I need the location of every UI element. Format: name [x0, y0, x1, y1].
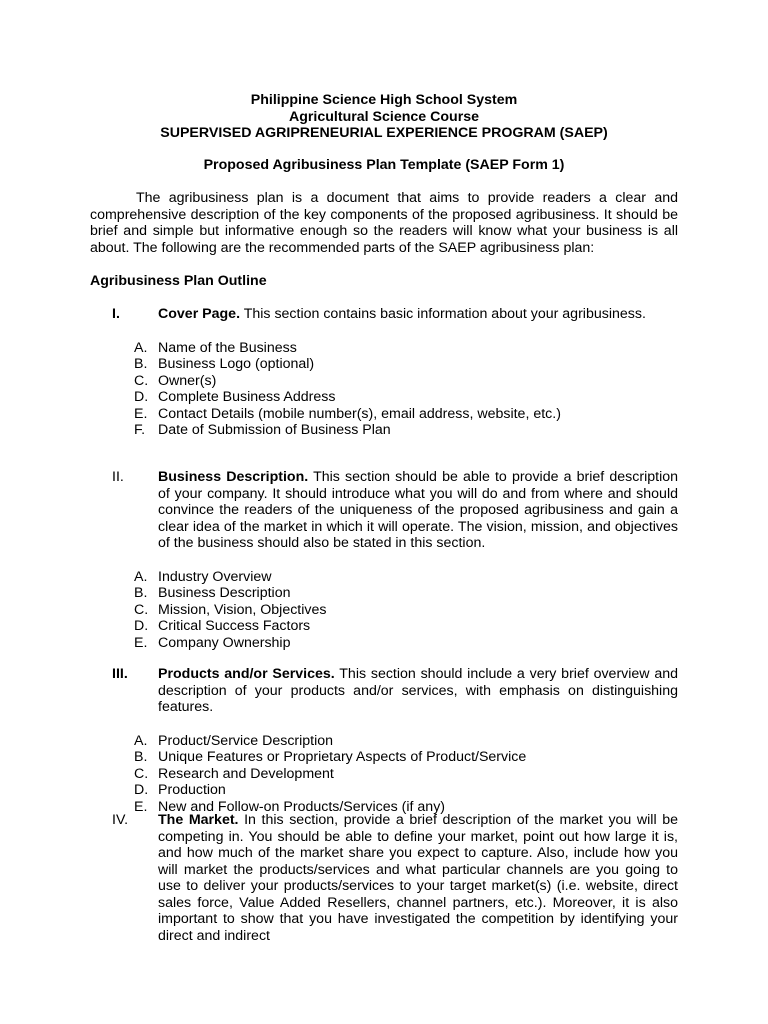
section-body — [158, 666, 678, 716]
section-title: Cover Page. — [158, 306, 241, 322]
section-description: This section should be able to provide a brief description of your company. It should introduce what you will do and from where and should convince the readers of the uniqueness of the proposed agribusiness and gain a clear idea of the market in which it will operate. The vision, mission, and objectives of the business should also be stated in this section. — [158, 469, 678, 551]
section-the-market — [90, 812, 678, 944]
list-item: E. New and Follow-on Products/Services (if any) — [134, 798, 446, 815]
list-item: A. Name of the Business — [134, 339, 297, 356]
section-title: Products and/or Services. — [158, 666, 335, 682]
section-description: This section contains basic information about your agribusiness. — [240, 306, 646, 322]
section-items — [90, 569, 678, 652]
list-item: D. Critical Success Factors — [134, 618, 311, 634]
list-item: D. Production — [134, 782, 226, 798]
section-body — [158, 306, 678, 323]
section-number: II. — [112, 469, 124, 485]
list-item: B. Business Logo (optional) — [134, 356, 315, 372]
document-header — [0, 92, 768, 142]
list-item: D. Complete Business Address — [134, 389, 336, 405]
list-item: C. Mission, Vision, Objectives — [134, 601, 327, 618]
section-title: Business Description. — [158, 469, 309, 485]
document-subtitle: Proposed Agribusiness Plan Template (SAEP Form 1) — [203, 157, 565, 173]
list-item: E. Contact Details (mobile number(s), email address, website, etc.) — [134, 405, 561, 422]
list-item: F. Date of Submission of Business Plan — [134, 422, 391, 438]
section-number: III. — [112, 666, 128, 682]
section-products-services — [90, 666, 678, 815]
section-number: I. — [112, 306, 120, 322]
intro-paragraph: The agribusiness plan is a document that aims to provide readers a clear and comprehensive description of the key components of the proposed agribusiness. It should be brief and simple but informative enough so the readers will know what your business is all about. The following are the recommended parts of the SAEP agribusiness plan: — [90, 190, 678, 256]
list-item: A. Product/Service Description — [134, 732, 334, 749]
section-body — [158, 812, 678, 944]
section-number: IV. — [112, 812, 129, 828]
section-cover-page — [90, 306, 678, 439]
section-description: In this section, provide a brief description of the market you will be competing in. You should be able to define your market, point out how large it is, and how much of the market share you expect to capture. Also, include how you will market the products/services and what particular channels are you going to use to deliver your products/services to your target market(s) (i.e. website, direct sales force, Value Added Resellers, channel partners, etc.). Moreover, it is also important to show that you have investigated the competition by identifying your direct and indirect — [158, 812, 678, 944]
section-business-description — [90, 469, 678, 651]
list-item: B. Unique Features or Proprietary Aspects of Product/Service — [134, 749, 527, 765]
section-title: The Market. — [158, 812, 239, 828]
list-item: E. Company Ownership — [134, 634, 291, 651]
outline-heading: Agribusiness Plan Outline — [90, 273, 267, 289]
list-item: B. Business Description — [134, 585, 291, 601]
section-description: This section should include a very brief overview and description of your products and/or services, with emphasis on distinguishing features. — [158, 666, 679, 715]
section-body — [158, 469, 678, 552]
list-item: C. Research and Development — [134, 765, 334, 782]
list-item: A. Industry Overview — [134, 568, 272, 585]
section-items — [90, 733, 678, 816]
header-course: Agricultural Science Course — [288, 108, 479, 125]
section-items — [90, 340, 678, 439]
header-institution: Philippine Science High School System — [250, 92, 518, 108]
header-program: SUPERVISED AGRIPRENEURIAL EXPERIENCE PROGRAM (SAEP) — [160, 125, 608, 141]
list-item: C. Owner(s) — [134, 372, 217, 389]
